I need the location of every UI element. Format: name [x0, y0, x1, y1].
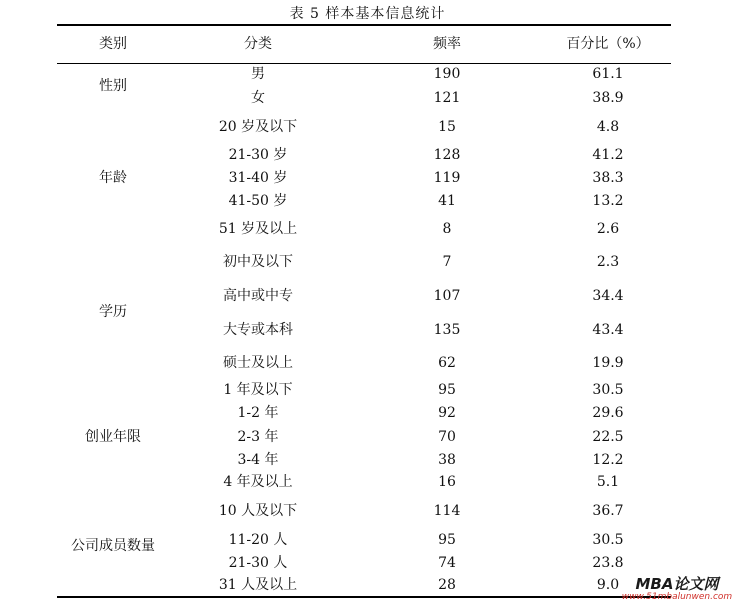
row-frequency: 62	[438, 355, 456, 371]
row-percent: 30.5	[592, 532, 624, 548]
row-frequency: 41	[438, 193, 456, 209]
row-item: 4 年及以上	[223, 474, 293, 490]
row-item: 51 岁及以上	[218, 221, 298, 237]
row-percent: 9.0	[596, 577, 620, 593]
watermark-logo	[621, 576, 733, 602]
header-rule	[57, 63, 671, 64]
row-frequency: 38	[438, 452, 456, 468]
row-item: 2-3 年	[237, 429, 279, 445]
row-frequency: 95	[438, 532, 456, 548]
row-item: 31 人及以上	[218, 577, 298, 593]
row-percent: 2.6	[596, 221, 620, 237]
row-percent: 13.2	[592, 193, 624, 209]
row-item: 11-20 人	[228, 532, 288, 548]
group-label: 公司成员数量	[71, 538, 155, 554]
row-frequency: 28	[438, 577, 456, 593]
row-item: 3-4 年	[237, 452, 279, 468]
header-frequency: 频率	[433, 36, 461, 52]
row-frequency: 92	[438, 405, 456, 421]
row-percent: 43.4	[592, 322, 624, 338]
row-frequency: 95	[438, 382, 456, 398]
row-percent: 36.7	[592, 503, 624, 519]
row-frequency: 121	[433, 90, 461, 106]
row-percent: 30.5	[592, 382, 624, 398]
table-title: 表 5 样本基本信息统计	[289, 6, 446, 22]
watermark-brand: MBA论文网	[635, 575, 719, 593]
row-frequency: 70	[438, 429, 456, 445]
row-item: 20 岁及以下	[218, 119, 298, 135]
watermark-url: www.51mbalunwen.com	[621, 592, 733, 602]
row-item: 1-2 年	[237, 405, 279, 421]
row-frequency: 7	[442, 254, 452, 270]
row-frequency: 16	[438, 474, 456, 490]
row-item: 男	[251, 66, 265, 82]
row-percent: 19.9	[592, 355, 624, 371]
row-item: 初中及以下	[223, 254, 293, 270]
row-item: 1 年及以下	[223, 382, 293, 398]
row-frequency: 15	[438, 119, 456, 135]
row-percent: 29.6	[592, 405, 624, 421]
row-frequency: 114	[433, 503, 461, 519]
row-percent: 12.2	[592, 452, 624, 468]
header-percent: 百分比（%）	[566, 36, 650, 52]
row-frequency: 190	[433, 66, 461, 82]
row-frequency: 74	[438, 555, 456, 571]
row-frequency: 8	[442, 221, 452, 237]
row-item: 21-30 岁	[228, 147, 288, 163]
row-percent: 22.5	[592, 429, 624, 445]
header-item: 分类	[244, 36, 272, 52]
row-percent: 34.4	[592, 288, 624, 304]
row-percent: 23.8	[592, 555, 624, 571]
row-percent: 61.1	[592, 66, 624, 82]
header-category: 类别	[99, 36, 127, 52]
top-rule	[57, 24, 671, 26]
row-item: 硕士及以上	[223, 355, 293, 371]
row-item: 高中或中专	[223, 288, 293, 304]
row-frequency: 107	[433, 288, 461, 304]
row-item: 41-50 岁	[228, 193, 288, 209]
row-percent: 2.3	[596, 254, 620, 270]
row-frequency: 119	[433, 170, 461, 186]
group-label: 年龄	[99, 170, 127, 186]
row-item: 21-30 人	[228, 555, 288, 571]
row-item: 女	[251, 90, 265, 106]
row-frequency: 135	[433, 322, 461, 338]
row-percent: 38.3	[592, 170, 624, 186]
row-item: 大专或本科	[223, 322, 293, 338]
group-label: 创业年限	[85, 429, 141, 445]
bottom-rule	[57, 596, 671, 598]
row-item: 10 人及以下	[218, 503, 298, 519]
row-percent: 41.2	[592, 147, 624, 163]
row-percent: 4.8	[596, 119, 620, 135]
row-percent: 5.1	[596, 474, 620, 490]
row-item: 31-40 岁	[228, 170, 288, 186]
row-percent: 38.9	[592, 90, 624, 106]
row-frequency: 128	[433, 147, 461, 163]
group-label: 性别	[99, 78, 127, 94]
group-label: 学历	[99, 304, 127, 320]
